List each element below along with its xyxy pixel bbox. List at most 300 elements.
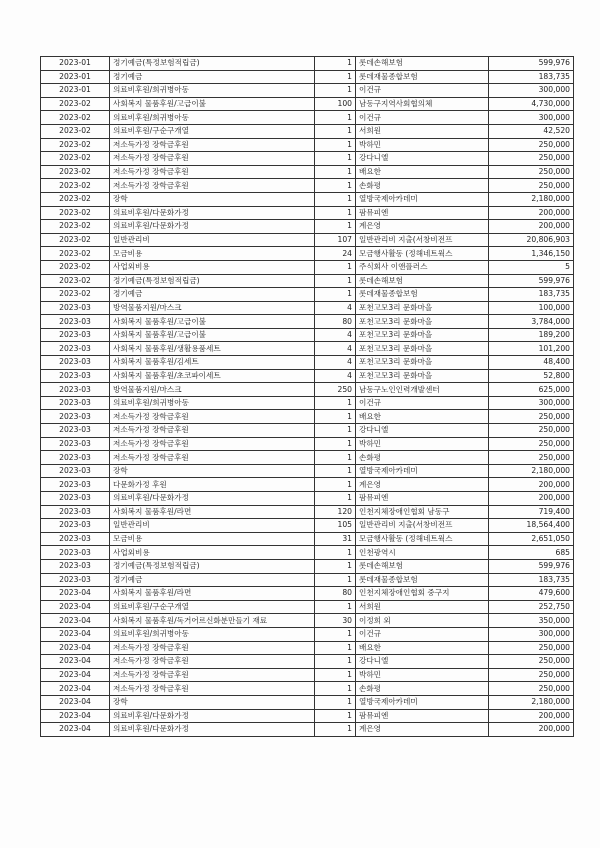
row-date: 2023-02 [41,233,110,247]
row-quantity: 1 [315,424,356,438]
row-amount: 300,000 [489,84,574,98]
row-amount: 250,000 [489,179,574,193]
row-quantity: 80 [315,587,356,601]
row-quantity: 1 [315,655,356,669]
row-recipient: 인천지체장애인협회 중구지 [356,587,489,601]
row-date: 2023-04 [41,641,110,655]
row-item: 저소득가정 장학금후원 [110,410,315,424]
row-recipient: 롯데손해보험 [356,559,489,573]
row-date: 2023-03 [41,410,110,424]
row-item: 의료비후원/다문화가정 [110,492,315,506]
row-amount: 2,651,050 [489,532,574,546]
row-date: 2023-04 [41,709,110,723]
row-recipient: 포천고모3리 문화마을 [356,301,489,315]
row-recipient: 팜뮤피엔 [356,206,489,220]
row-quantity: 107 [315,233,356,247]
table-row [41,532,574,546]
row-recipient: 강다니엘 [356,655,489,669]
table-row [41,192,574,206]
row-quantity: 1 [315,220,356,234]
row-quantity: 1 [315,600,356,614]
row-amount: 200,000 [489,206,574,220]
row-amount: 2,180,000 [489,464,574,478]
row-quantity: 1 [315,546,356,560]
table-row [41,682,574,696]
table-row [41,451,574,465]
row-item: 사회복지 물품후원/고급이불 [110,97,315,111]
table-row [41,519,574,533]
row-item: 모금비용 [110,532,315,546]
table-row [41,288,574,302]
row-amount: 685 [489,546,574,560]
row-recipient: 남동구지역사회협의체 [356,97,489,111]
row-date: 2023-03 [41,383,110,397]
row-date: 2023-03 [41,532,110,546]
table-row [41,111,574,125]
row-item: 정기예금(특정보험적립금) [110,559,315,573]
row-item: 의료비후원/다문화가정 [110,709,315,723]
row-amount: 2,180,000 [489,695,574,709]
row-amount: 479,600 [489,587,574,601]
table-row [41,124,574,138]
table-row [41,138,574,152]
row-recipient: 배요한 [356,165,489,179]
row-quantity: 1 [315,559,356,573]
row-amount: 250,000 [489,655,574,669]
row-item: 의료비후원/구순구개열 [110,600,315,614]
row-quantity: 1 [315,274,356,288]
row-quantity: 4 [315,301,356,315]
table-row [41,70,574,84]
row-quantity: 1 [315,165,356,179]
row-item: 저소득가정 장학금후원 [110,668,315,682]
row-recipient: 포천고모3리 문화마을 [356,342,489,356]
table-row [41,614,574,628]
row-quantity: 4 [315,328,356,342]
table-row [41,301,574,315]
row-item: 사회복지 물품후원/김세트 [110,356,315,370]
row-quantity: 1 [315,464,356,478]
table-row [41,342,574,356]
row-amount: 200,000 [489,492,574,506]
table-row [41,356,574,370]
row-recipient: 이건규 [356,111,489,125]
row-date: 2023-02 [41,247,110,261]
row-quantity: 1 [315,70,356,84]
row-quantity: 31 [315,532,356,546]
table-row [41,573,574,587]
row-date: 2023-03 [41,464,110,478]
row-date: 2023-02 [41,206,110,220]
row-date: 2023-03 [41,451,110,465]
row-amount: 250,000 [489,138,574,152]
row-recipient: 박하민 [356,437,489,451]
row-amount: 2,180,000 [489,192,574,206]
row-recipient: 팜뮤피엔 [356,709,489,723]
row-date: 2023-01 [41,57,110,71]
row-recipient: 배요한 [356,641,489,655]
row-recipient: 일반관리비 지출(서창비전프 [356,519,489,533]
row-date: 2023-02 [41,138,110,152]
row-date: 2023-04 [41,655,110,669]
row-date: 2023-02 [41,220,110,234]
row-amount: 350,000 [489,614,574,628]
table-row [41,546,574,560]
row-quantity: 1 [315,152,356,166]
row-recipient: 모금행사활동 (정해네트웍스 [356,532,489,546]
row-amount: 250,000 [489,165,574,179]
row-amount: 599,976 [489,57,574,71]
row-date: 2023-04 [41,668,110,682]
table-row [41,274,574,288]
row-recipient: 포천고모3리 문화마을 [356,328,489,342]
row-date: 2023-04 [41,587,110,601]
table-row [41,220,574,234]
row-date: 2023-03 [41,396,110,410]
row-item: 사회복지 물품후원/라면 [110,505,315,519]
row-amount: 250,000 [489,152,574,166]
row-recipient: 이건규 [356,396,489,410]
row-item: 저소득가정 장학금후원 [110,641,315,655]
row-date: 2023-04 [41,682,110,696]
row-amount: 300,000 [489,627,574,641]
row-recipient: 팜뮤피엔 [356,492,489,506]
row-date: 2023-03 [41,505,110,519]
row-recipient: 포천고모3리 문화마을 [356,315,489,329]
row-recipient: 롯데재물종합보험 [356,288,489,302]
row-item: 의료비후원/구순구개열 [110,124,315,138]
row-amount: 599,976 [489,274,574,288]
row-date: 2023-01 [41,70,110,84]
row-item: 저소득가정 장학금후원 [110,682,315,696]
row-date: 2023-03 [41,369,110,383]
row-quantity: 1 [315,260,356,274]
row-quantity: 250 [315,383,356,397]
row-amount: 300,000 [489,396,574,410]
table-row [41,559,574,573]
row-item: 의료비후원/다문화가정 [110,220,315,234]
row-quantity: 1 [315,709,356,723]
row-quantity: 4 [315,356,356,370]
row-item: 저소득가정 장학금후원 [110,152,315,166]
row-recipient: 열방국제아카데미 [356,192,489,206]
row-item: 의료비후원/희귀병아동 [110,111,315,125]
row-amount: 599,976 [489,559,574,573]
row-amount: 200,000 [489,478,574,492]
row-amount: 200,000 [489,723,574,737]
row-recipient: 손화평 [356,682,489,696]
table-row [41,84,574,98]
table-row [41,478,574,492]
row-quantity: 1 [315,437,356,451]
row-quantity: 80 [315,315,356,329]
table-row [41,695,574,709]
row-quantity: 120 [315,505,356,519]
row-item: 사업외비용 [110,260,315,274]
row-amount: 250,000 [489,641,574,655]
row-amount: 250,000 [489,682,574,696]
table-row [41,247,574,261]
row-date: 2023-03 [41,315,110,329]
row-amount: 5 [489,260,574,274]
row-amount: 20,806,903 [489,233,574,247]
row-item: 정기예금 [110,288,315,302]
row-date: 2023-03 [41,301,110,315]
row-amount: 18,564,400 [489,519,574,533]
row-amount: 200,000 [489,220,574,234]
table-row [41,410,574,424]
row-recipient: 손화평 [356,179,489,193]
row-amount: 189,200 [489,328,574,342]
row-recipient: 이건규 [356,627,489,641]
row-date: 2023-03 [41,424,110,438]
table-row [41,709,574,723]
row-quantity: 1 [315,573,356,587]
row-date: 2023-02 [41,260,110,274]
row-quantity: 105 [315,519,356,533]
row-quantity: 1 [315,478,356,492]
row-amount: 250,000 [489,451,574,465]
row-quantity: 1 [315,641,356,655]
row-quantity: 1 [315,111,356,125]
table-row [41,152,574,166]
row-item: 장학 [110,695,315,709]
row-item: 정기예금(특정보험적립금) [110,274,315,288]
table-row [41,206,574,220]
row-item: 의료비후원/다문화가정 [110,723,315,737]
row-recipient: 계은영 [356,478,489,492]
table-row [41,464,574,478]
row-date: 2023-04 [41,723,110,737]
row-quantity: 1 [315,396,356,410]
ledger-body [41,57,574,737]
row-quantity: 1 [315,138,356,152]
table-row [41,179,574,193]
row-recipient: 강다니엘 [356,424,489,438]
row-recipient: 롯데손해보험 [356,57,489,71]
row-recipient: 열방국제아카데미 [356,695,489,709]
row-quantity: 1 [315,206,356,220]
row-recipient: 배요한 [356,410,489,424]
row-date: 2023-02 [41,274,110,288]
row-item: 저소득가정 장학금후원 [110,179,315,193]
row-recipient: 계은영 [356,723,489,737]
table-row [41,233,574,247]
table-row [41,57,574,71]
row-item: 정기예금 [110,573,315,587]
row-item: 사회복지 물품후원/생활용품세트 [110,342,315,356]
row-quantity: 4 [315,342,356,356]
row-item: 방역물품지원/마스크 [110,383,315,397]
row-item: 일반관리비 [110,233,315,247]
row-date: 2023-03 [41,437,110,451]
row-recipient: 이정희 외 [356,614,489,628]
row-amount: 200,000 [489,709,574,723]
row-date: 2023-03 [41,546,110,560]
row-date: 2023-01 [41,84,110,98]
row-amount: 250,000 [489,437,574,451]
row-item: 저소득가정 장학금후원 [110,451,315,465]
row-amount: 1,346,150 [489,247,574,261]
row-quantity: 30 [315,614,356,628]
table-row [41,260,574,274]
row-date: 2023-02 [41,124,110,138]
row-date: 2023-04 [41,600,110,614]
row-item: 의료비후원/희귀병아동 [110,84,315,98]
row-amount: 300,000 [489,111,574,125]
row-recipient: 포천고모3리 문화마을 [356,356,489,370]
row-date: 2023-02 [41,111,110,125]
row-quantity: 1 [315,84,356,98]
row-amount: 42,520 [489,124,574,138]
row-recipient: 인천지체장애인협회 남동구 [356,505,489,519]
row-amount: 250,000 [489,424,574,438]
table-row [41,396,574,410]
row-date: 2023-03 [41,492,110,506]
row-quantity: 1 [315,192,356,206]
row-quantity: 1 [315,682,356,696]
row-item: 사회복지 물품후원/고급이불 [110,315,315,329]
table-row [41,492,574,506]
row-amount: 48,400 [489,356,574,370]
row-recipient: 계은영 [356,220,489,234]
row-item: 의료비후원/다문화가정 [110,206,315,220]
row-item: 장학 [110,192,315,206]
table-row [41,315,574,329]
row-item: 일반관리비 [110,519,315,533]
row-quantity: 1 [315,723,356,737]
row-date: 2023-02 [41,165,110,179]
table-row [41,668,574,682]
row-item: 의료비후원/희귀병아동 [110,627,315,641]
row-quantity: 1 [315,179,356,193]
row-date: 2023-04 [41,627,110,641]
row-amount: 252,750 [489,600,574,614]
row-item: 정기예금(특정보험적립금) [110,57,315,71]
row-quantity: 1 [315,451,356,465]
row-item: 의료비후원/희귀병아동 [110,396,315,410]
expense-ledger-table [40,56,574,737]
row-item: 저소득가정 장학금후원 [110,138,315,152]
row-quantity: 1 [315,410,356,424]
row-amount: 100,000 [489,301,574,315]
table-row [41,97,574,111]
row-date: 2023-02 [41,97,110,111]
row-recipient: 서희원 [356,124,489,138]
row-quantity: 1 [315,288,356,302]
row-amount: 183,735 [489,70,574,84]
row-item: 모금비용 [110,247,315,261]
row-date: 2023-03 [41,328,110,342]
row-amount: 183,735 [489,573,574,587]
row-recipient: 강다니엘 [356,152,489,166]
row-quantity: 1 [315,492,356,506]
row-quantity: 1 [315,124,356,138]
row-item: 사회복지 물품후원/고급이불 [110,328,315,342]
row-amount: 4,730,000 [489,97,574,111]
row-item: 사회복지 물품후원/라면 [110,587,315,601]
row-recipient: 인천광역시 [356,546,489,560]
row-quantity: 24 [315,247,356,261]
table-row [41,587,574,601]
row-item: 사업외비용 [110,546,315,560]
row-recipient: 모금행사활동 (정해네트웍스 [356,247,489,261]
row-item: 저소득가정 장학금후원 [110,437,315,451]
row-quantity: 1 [315,668,356,682]
row-date: 2023-03 [41,559,110,573]
row-date: 2023-02 [41,152,110,166]
table-row [41,505,574,519]
row-date: 2023-03 [41,519,110,533]
row-item: 사회복지 물품후원/초코파이세트 [110,369,315,383]
row-date: 2023-03 [41,356,110,370]
table-row [41,723,574,737]
row-date: 2023-03 [41,342,110,356]
row-date: 2023-03 [41,478,110,492]
row-recipient: 박하민 [356,668,489,682]
row-date: 2023-02 [41,179,110,193]
row-recipient: 주식회사 이앤플러스 [356,260,489,274]
table-row [41,383,574,397]
table-row [41,369,574,383]
table-row [41,328,574,342]
row-date: 2023-02 [41,288,110,302]
row-quantity: 1 [315,57,356,71]
row-quantity: 4 [315,369,356,383]
table-row [41,424,574,438]
row-recipient: 포천고모3리 문화마을 [356,369,489,383]
row-item: 저소득가정 장학금후원 [110,165,315,179]
row-amount: 183,735 [489,288,574,302]
table-row [41,600,574,614]
row-item: 다문화가정 후원 [110,478,315,492]
row-date: 2023-04 [41,695,110,709]
row-amount: 52,800 [489,369,574,383]
row-item: 장학 [110,464,315,478]
row-item: 저소득가정 장학금후원 [110,655,315,669]
row-quantity: 100 [315,97,356,111]
row-item: 저소득가정 장학금후원 [110,424,315,438]
row-recipient: 롯데손해보험 [356,274,489,288]
row-recipient: 일반관리비 지출(서창비전프 [356,233,489,247]
row-recipient: 서희원 [356,600,489,614]
row-item: 정기예금 [110,70,315,84]
row-item: 방역물품지원/마스크 [110,301,315,315]
table-row [41,437,574,451]
table-row [41,627,574,641]
row-amount: 101,200 [489,342,574,356]
row-recipient: 이건규 [356,84,489,98]
row-amount: 250,000 [489,410,574,424]
row-amount: 250,000 [489,668,574,682]
row-item: 사회복지 물품후원/독거어르신화분만들기 재료 [110,614,315,628]
table-row [41,165,574,179]
row-quantity: 1 [315,695,356,709]
row-amount: 625,000 [489,383,574,397]
row-recipient: 박하민 [356,138,489,152]
table-row [41,655,574,669]
row-date: 2023-04 [41,614,110,628]
row-recipient: 롯데재물종합보험 [356,573,489,587]
row-recipient: 열방국제아카데미 [356,464,489,478]
row-amount: 3,784,000 [489,315,574,329]
row-amount: 719,400 [489,505,574,519]
row-date: 2023-03 [41,573,110,587]
row-date: 2023-02 [41,192,110,206]
row-quantity: 1 [315,627,356,641]
row-recipient: 남동구노인인력개발센터 [356,383,489,397]
table-row [41,641,574,655]
